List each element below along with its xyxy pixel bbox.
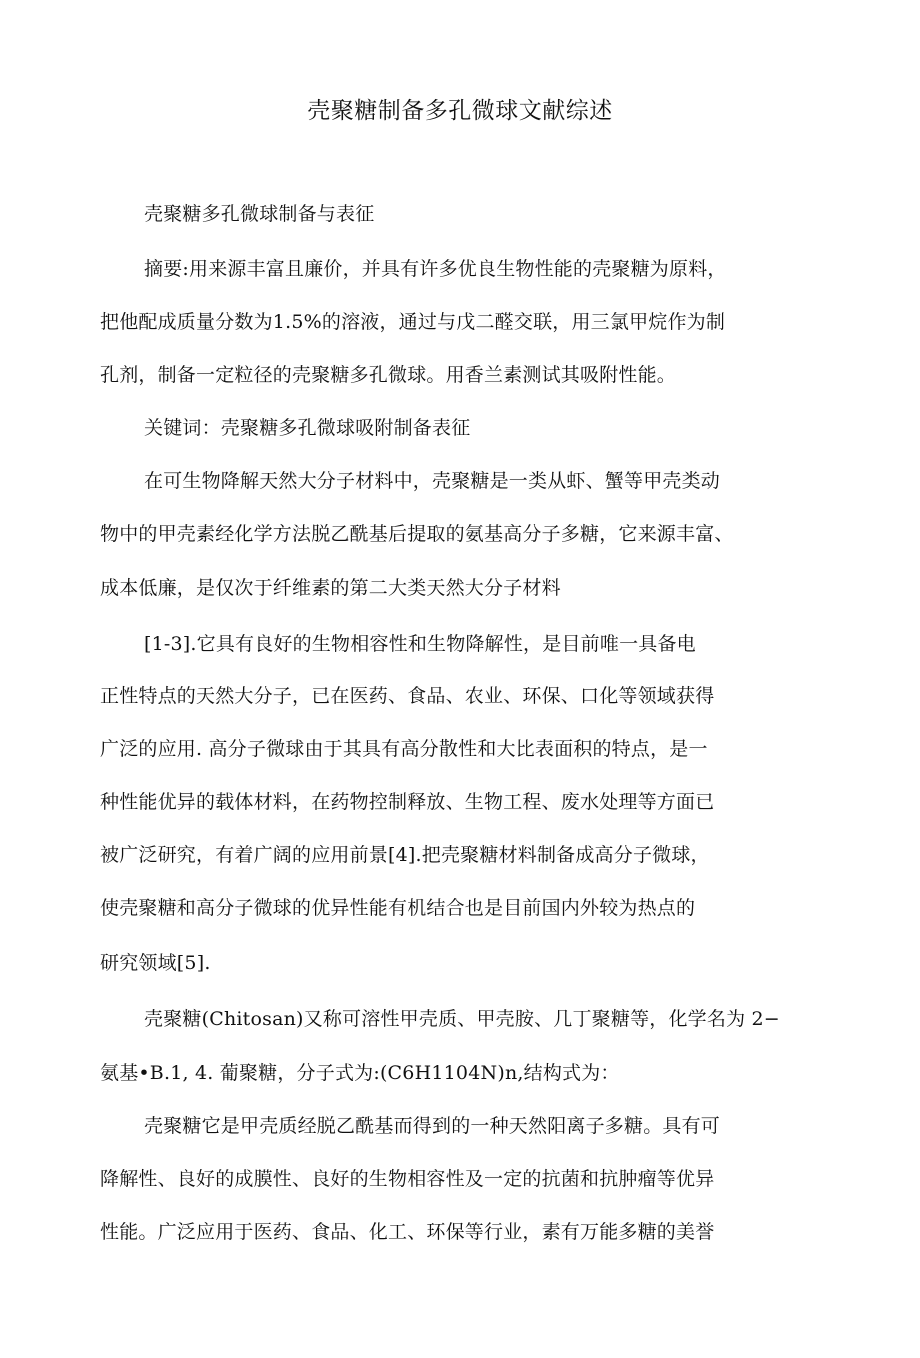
- paragraph-1-line-10: 研究领域[5].: [100, 952, 211, 974]
- abstract-line-3: 孔剂，制备一定粒径的壳聚糖多孔微球。用香兰素测试其吸附性能。: [100, 364, 677, 386]
- paragraph-2-line-2: 氨基•B.1, 4. 葡聚糖，分子式为:(C6H1104N)n,结构式为：: [100, 1062, 620, 1084]
- paragraph-3-line-2: 降解性、良好的成膜性、良好的生物相容性及一定的抗菌和抗肿瘤等优异: [100, 1168, 715, 1190]
- paragraph-2-line-1: 壳聚糖(Chitosan)又称可溶性甲壳质、甲壳胺、几丁聚糖等，化学名为 2−: [144, 1008, 780, 1030]
- keywords-line: 关键词：壳聚糖多孔微球吸附制备表征: [144, 417, 471, 439]
- paragraph-3-line-3: 性能。广泛应用于医药、食品、化工、环保等行业，素有万能多糖的美誉: [100, 1221, 715, 1243]
- paragraph-1-line-8: 被广泛研究，有着广阔的应用前景[4].把壳聚糖材料制备成高分子微球，: [100, 844, 710, 866]
- abstract-line-1: 摘要:用来源丰富且廉价，并具有许多优良生物性能的壳聚糖为原料，: [144, 258, 727, 280]
- paragraph-1-line-1: 在可生物降解天然大分子材料中，壳聚糖是一类从虾、蟹等甲壳类动: [144, 470, 721, 492]
- paragraph-1-line-7: 种性能优异的载体材料，在药物控制释放、生物工程、废水处理等方面已: [100, 791, 715, 813]
- paragraph-1-line-5: 正性特点的天然大分子，已在医药、食品、农业、环保、口化等领域获得: [100, 685, 715, 707]
- paragraph-3-line-1: 壳聚糖它是甲壳质经脱乙酰基而得到的一种天然阳离子多糖。具有可: [144, 1115, 721, 1137]
- paragraph-1-line-4: [1-3].它具有良好的生物相容性和生物降解性，是目前唯一具备电: [144, 633, 696, 655]
- paragraph-1-line-6: 广泛的应用. 高分子微球由于其具有高分散性和大比表面积的特点，是一: [100, 738, 708, 760]
- paragraph-1-line-2: 物中的甲壳素经化学方法脱乙酰基后提取的氨基高分子多糖，它来源丰富、: [100, 523, 734, 545]
- paragraph-1-line-9: 使壳聚糖和高分子微球的优异性能有机结合也是目前国内外较为热点的: [100, 897, 696, 919]
- paragraph-1-line-3: 成本低廉，是仅次于纤维素的第二大类天然大分子材料: [100, 577, 561, 599]
- document-title: 壳聚糖制备多孔微球文献综述: [307, 98, 613, 124]
- subtitle-line: 壳聚糖多孔微球制备与表征: [144, 203, 375, 225]
- abstract-line-2: 把他配成质量分数为1.5%的溶液，通过与戊二醛交联，用三氯甲烷作为制: [100, 311, 726, 333]
